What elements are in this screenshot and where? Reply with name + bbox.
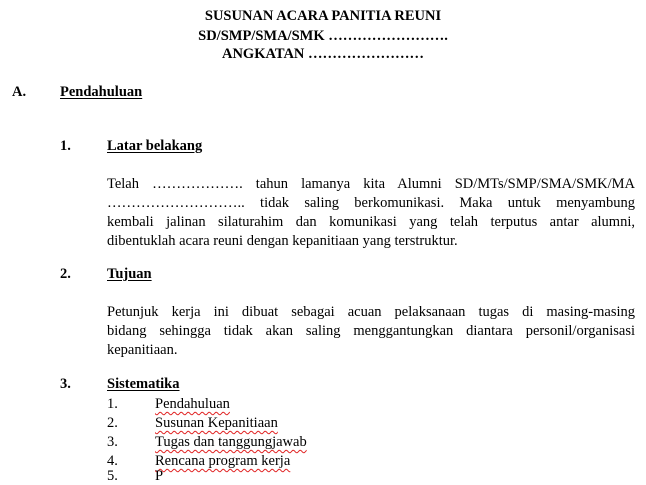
list-item-text: Tugas dan tanggungjawab bbox=[155, 434, 307, 450]
document-title-line-1: SUSUNAN ACARA PANITIA REUNI bbox=[204, 8, 442, 24]
list-item-number: 2. bbox=[107, 415, 118, 431]
list-item bbox=[0, 396, 646, 415]
list-item-text: Pendahuluan bbox=[155, 396, 230, 412]
list-item bbox=[0, 415, 646, 434]
list-item-number: 3. bbox=[107, 434, 118, 450]
paragraph-line: kepanitiaan. bbox=[107, 342, 178, 358]
list-item bbox=[0, 434, 646, 453]
section-letter: A. bbox=[12, 84, 27, 100]
subsection-heading-latar-belakang: Latar belakang bbox=[107, 138, 203, 154]
paragraph-line: ……………………….. tidak saling berkomunikasi. Maka untuk menyambung bbox=[107, 195, 635, 211]
subsection-number-1: 1. bbox=[60, 138, 71, 154]
paragraph-line: dibentuklah acara reuni dengan kepanitiaan yang terstruktur. bbox=[107, 233, 458, 249]
list-item-number: 5. bbox=[107, 468, 118, 484]
subsection-number-3: 3. bbox=[60, 376, 71, 392]
document-title-line-2: SD/SMP/SMA/SMK ……………………. bbox=[198, 28, 448, 44]
list-item-number: 1. bbox=[107, 396, 118, 412]
paragraph-line: bidang sehingga tidak akan saling menggantungkan diantara personil/organisasi bbox=[107, 323, 635, 339]
section-heading: Pendahuluan bbox=[60, 84, 143, 100]
list-item-text: P bbox=[155, 468, 164, 484]
list-item-text: Susunan Kepanitiaan bbox=[155, 415, 278, 431]
latar-belakang-paragraph bbox=[107, 175, 635, 251]
list-item-partial bbox=[0, 468, 646, 484]
list-item-text: Rencana program kerja bbox=[155, 453, 291, 469]
paragraph-line: kembali jalinan silaturahim dan komunikasi yang telah terputus antar alumni, bbox=[107, 214, 635, 230]
subsection-heading-sistematika: Sistematika bbox=[107, 376, 180, 392]
list-item-number: 4. bbox=[107, 453, 118, 469]
paragraph-line: Petunjuk kerja ini dibuat sebagai acuan pelaksanaan tugas di masing-masing bbox=[107, 304, 635, 320]
subsection-number-2: 2. bbox=[60, 266, 71, 282]
paragraph-line: Telah ………………. tahun lamanya kita Alumni SD/MTs/SMP/SMA/SMK/MA bbox=[107, 176, 635, 192]
document-title-line-3: ANGKATAN …………………… bbox=[221, 46, 425, 62]
tujuan-paragraph bbox=[107, 303, 635, 360]
subsection-heading-tujuan: Tujuan bbox=[107, 266, 152, 282]
